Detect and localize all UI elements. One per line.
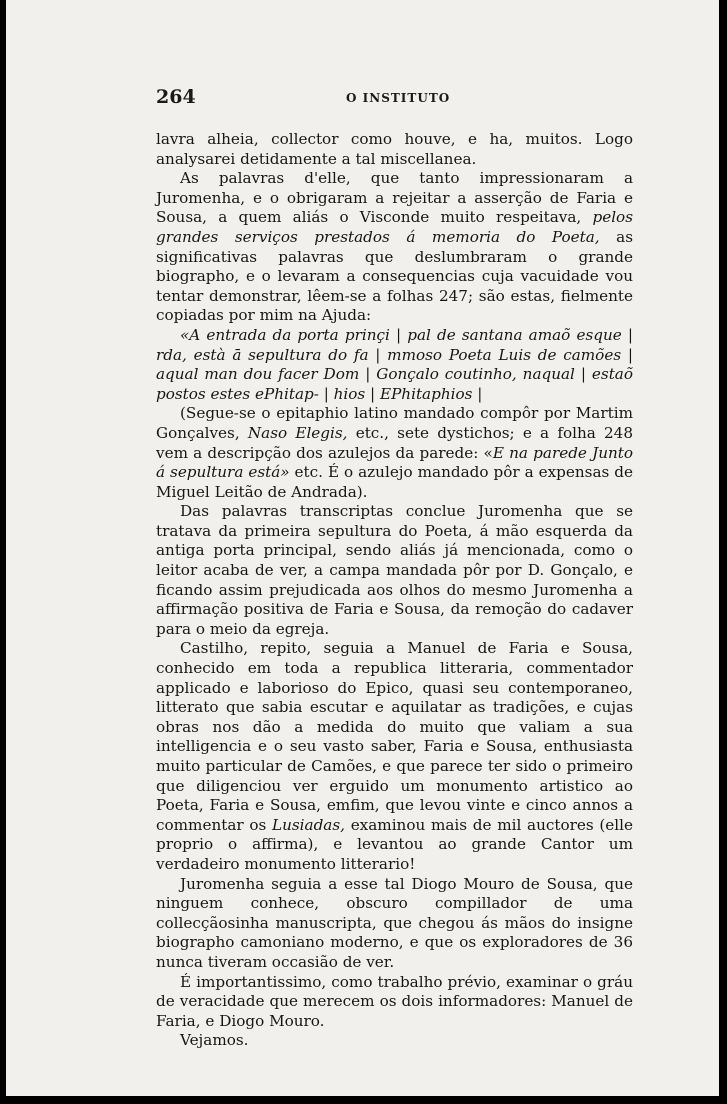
paragraph-juromenha-words [156,169,633,326]
manuscript-quotation [156,326,633,404]
paragraph-text: As palavras d'elle, que tanto impressionaram a Juromenha, e o obrigaram a rejeitar a asserção de Faria e Sousa, a quem aliás o Visconde muito respeitava, [156,169,633,227]
italic-phrase: Naso Elegis, [247,423,348,442]
page-body [156,130,633,1051]
paragraph-closing [156,1031,633,1051]
page-header [156,86,634,112]
paragraph-text: examinou mais de mil auctores (elle proprio o affirma), e levantou ao grande Cantor um verdadeiro monumento litterario! [156,815,633,873]
book-page [6,0,719,1096]
paragraph-text: Juromenha seguia a esse tal Diogo Mouro de Sousa, que ninguem conhece, obscuro compillador de uma collecçãosinha manuscripta, que chegou ás mãos do insigne biographo camoniano moderno, e que os exploradores de 36 nunca tiveram occasião de ver. [156,874,633,971]
paragraph-text: etc., sete dystichos; e a folha 248 vem a descripção dos azulejos da parede: « [156,423,633,462]
quotation-text: «A entrada da porta prinçi | pal de santana amaõ esque | rda, està ā sepultura do fa | mmoso Poeta Luis de camões | aqual man dou facer Dom | Gonçalo coutinho, naqual | estaõ postos estes ePhitap- | hios | EPhitaphios | [156,325,633,403]
paragraph-text: Das palavras transcriptas conclue Juromenha que se tratava da primeira sepultura do Poeta, á mão esquerda da antiga porta principal, sendo aliás já mencionada, como o leitor acaba de ver, a campa mandada pôr por D. Gonçalo, e ficando assim prejudicada aos olhos do mesmo Juromenha a affirmação positiva de Faria e Sousa, da remoção do cadaver para o meio da egreja. [156,502,633,638]
running-title: O INSTITUTO [346,91,451,105]
paragraph-text: lavra alheia, collector como houve, e ha, muitos. Logo analysarei detidamente a tal miscellanea. [156,130,633,168]
paragraph-text: Vejamos. [180,1031,249,1050]
paragraph-text: É importantissimo, como trabalho prévio, examinar o gráu de veracidade que merecem os dois informadores: Manuel de Faria, e Diogo Mouro. [156,972,633,1030]
paragraph-importance [156,973,633,1032]
paragraph-text: etc. É o azulejo mandado pôr a expensas de Miguel Leitão de Andrada). [156,463,633,501]
paragraph-text: (Segue-se o epitaphio latino mandado compôr por Martim Gonçalves, [156,404,633,442]
paragraph-epitaph-note [156,404,633,502]
paragraph-text: Castilho, repito, seguia a Manuel de Faria e Sousa, conhecido em toda a republica litteraria, commentador applicado e laborioso do Epico, quasi seu contemporaneo, litterato que sabia escutar e aquilatar as tradições, e cujas obras nos dão a medida do muito que valiam a sua intelligencia e o seu vasto saber, Faria e Sousa, enthusiasta muito particular de Camões, e que parece ter sido o primeiro que diligenciou ver erguido um monumento artistico ao Poeta, Faria e Sousa, emfim, que levou vinte e cinco annos a commentar os [156,639,633,834]
paragraph-continuation [156,130,633,169]
italic-phrase: Lusiadas, [272,815,345,834]
paragraph-conclusion [156,502,633,639]
page-number: 264 [156,86,196,108]
paragraph-castilho [156,639,633,874]
paragraph-text: as significativas palavras que deslumbraram o grande biographo, e o levaram a consequencias cuja vacuidade vou tentar demonstrar, lêem-se a folhas 247; são estas, fielmente copiadas por mim na Ajuda: [156,227,633,325]
italic-phrase: E na parede Junto á sepultura está» [156,443,633,482]
italic-phrase: pelos grandes serviços prestados á memoria do Poeta, [156,208,633,246]
paragraph-diogo-mouro [156,875,633,973]
